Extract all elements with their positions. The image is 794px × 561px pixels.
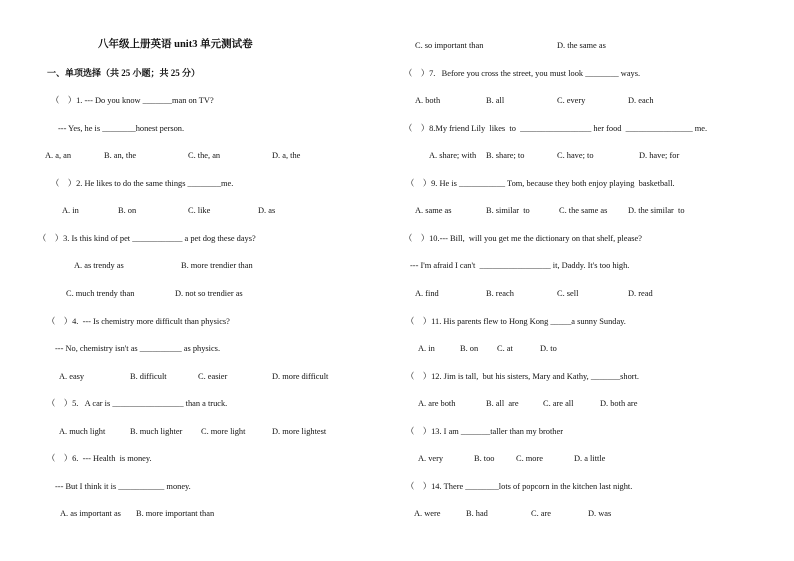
q13-option-a: A. very xyxy=(418,454,444,463)
q5-option-c: C. more light xyxy=(201,427,246,436)
q9-option-a: A. same as xyxy=(415,206,452,215)
question-1: （ ）1. --- Do you know _______man on TV? xyxy=(51,96,214,105)
question-3: （ ）3. Is this kind of pet ____________ a pet dog these days? xyxy=(38,234,256,243)
q1-option-b: B. an, the xyxy=(104,151,137,160)
q2-option-c: C. like xyxy=(188,206,211,215)
q2-option-b: B. on xyxy=(118,206,137,215)
question-2: （ ）2. He likes to do the same things ________me. xyxy=(51,179,234,188)
q2-option-d: D. as xyxy=(258,206,276,215)
question-6: （ ）6. --- Health is money. xyxy=(47,454,152,463)
q6-option-c: C. so important than xyxy=(415,41,484,50)
question-7: （ ）7. Before you cross the street, you must look ________ ways. xyxy=(404,69,641,78)
q7-option-c: C. every xyxy=(557,96,586,105)
q9-option-b: B. similar to xyxy=(486,206,530,215)
q5-option-a: A. much light xyxy=(59,427,106,436)
q7-option-b: B. all xyxy=(486,96,505,105)
page-title: 八年级上册英语 unit3 单元测试卷 xyxy=(98,39,253,50)
q8-option-c: C. have; to xyxy=(557,151,594,160)
q4-option-b: B. difficult xyxy=(130,372,167,381)
q3-option-c: C. much trendy than xyxy=(66,289,135,298)
q7-option-a: A. both xyxy=(415,96,441,105)
q7-option-d: D. each xyxy=(628,96,654,105)
question-1-reply: --- Yes, he is ________honest person. xyxy=(58,124,185,133)
q4-option-a: A. easy xyxy=(59,372,85,381)
q14-option-a: A. were xyxy=(414,509,441,518)
q1-option-c: C. the, an xyxy=(188,151,221,160)
q6-option-a: A. as important as xyxy=(60,509,121,518)
q13-option-b: B. too xyxy=(474,454,495,463)
q3-option-b: B. more trendier than xyxy=(181,261,253,270)
question-4: （ ）4. --- Is chemistry more difficult than physics? xyxy=(47,317,230,326)
q12-option-b: B. all are xyxy=(486,399,519,408)
q2-option-a: A. in xyxy=(62,206,79,215)
question-10: （ ）10.--- Bill, will you get me the dictionary on that shelf, please? xyxy=(404,234,642,243)
question-13: （ ）13. I am _______taller than my brother xyxy=(406,427,563,436)
question-11: （ ）11. His parents flew to Hong Kong _____a sunny Sunday. xyxy=(406,317,626,326)
q8-option-b: B. share; to xyxy=(486,151,525,160)
q6-option-d: D. the same as xyxy=(557,41,606,50)
q8-option-d: D. have; for xyxy=(639,151,680,160)
q14-option-b: B. had xyxy=(466,509,488,518)
q1-option-a: A. a, an xyxy=(45,151,72,160)
q14-option-d: D. was xyxy=(588,509,612,518)
q10-option-b: B. reach xyxy=(486,289,514,298)
q11-option-c: C. at xyxy=(497,344,513,353)
q9-option-c: C. the same as xyxy=(559,206,608,215)
q6-option-b: B. more important than xyxy=(136,509,215,518)
q3-option-d: D. not so trendier as xyxy=(175,289,243,298)
q4-option-c: C. easier xyxy=(198,372,228,381)
q5-option-d: D. more lightest xyxy=(272,427,327,436)
q12-option-a: A. are both xyxy=(418,399,456,408)
q11-option-d: D. to xyxy=(540,344,557,353)
q8-option-a: A. share; with xyxy=(429,151,477,160)
question-14: （ ）14. There ________lots of popcorn in the kitchen last night. xyxy=(406,482,633,491)
q13-option-d: D. a little xyxy=(574,454,606,463)
q10-option-a: A. find xyxy=(415,289,439,298)
q11-option-b: B. on xyxy=(460,344,479,353)
question-9: （ ）9. He is ___________ Tom, because they both enjoy playing basketball. xyxy=(406,179,675,188)
q1-option-d: D. a, the xyxy=(272,151,301,160)
q10-option-c: C. sell xyxy=(557,289,579,298)
question-10-reply: --- I'm afraid I can't _________________ it, Daddy. It's too high. xyxy=(410,261,630,270)
q10-option-d: D. read xyxy=(628,289,653,298)
q14-option-c: C. are xyxy=(531,509,551,518)
question-12: （ ）12. Jim is tall, but his sisters, Mary and Kathy, _______short. xyxy=(406,372,640,381)
section-heading: 一、单项选择（共 25 小题；共 25 分） xyxy=(47,68,201,78)
q13-option-c: C. more xyxy=(516,454,543,463)
q4-option-d: D. more difficult xyxy=(272,372,329,381)
question-6-reply: --- But I think it is ___________ money. xyxy=(55,482,191,491)
q12-option-d: D. both are xyxy=(600,399,638,408)
question-5: （ ）5. A car is _________________ than a truck. xyxy=(47,399,228,408)
q9-option-d: D. the similar to xyxy=(628,206,685,215)
q3-option-a: A. as trendy as xyxy=(74,261,124,270)
q5-option-b: B. much lighter xyxy=(130,427,183,436)
q11-option-a: A. in xyxy=(418,344,435,353)
question-4-reply: --- No, chemistry isn't as __________ as physics. xyxy=(55,344,221,353)
q12-option-c: C. are all xyxy=(543,399,574,408)
question-8: （ ）8.My friend Lily likes to _________________ her food ________________ me. xyxy=(404,124,708,133)
